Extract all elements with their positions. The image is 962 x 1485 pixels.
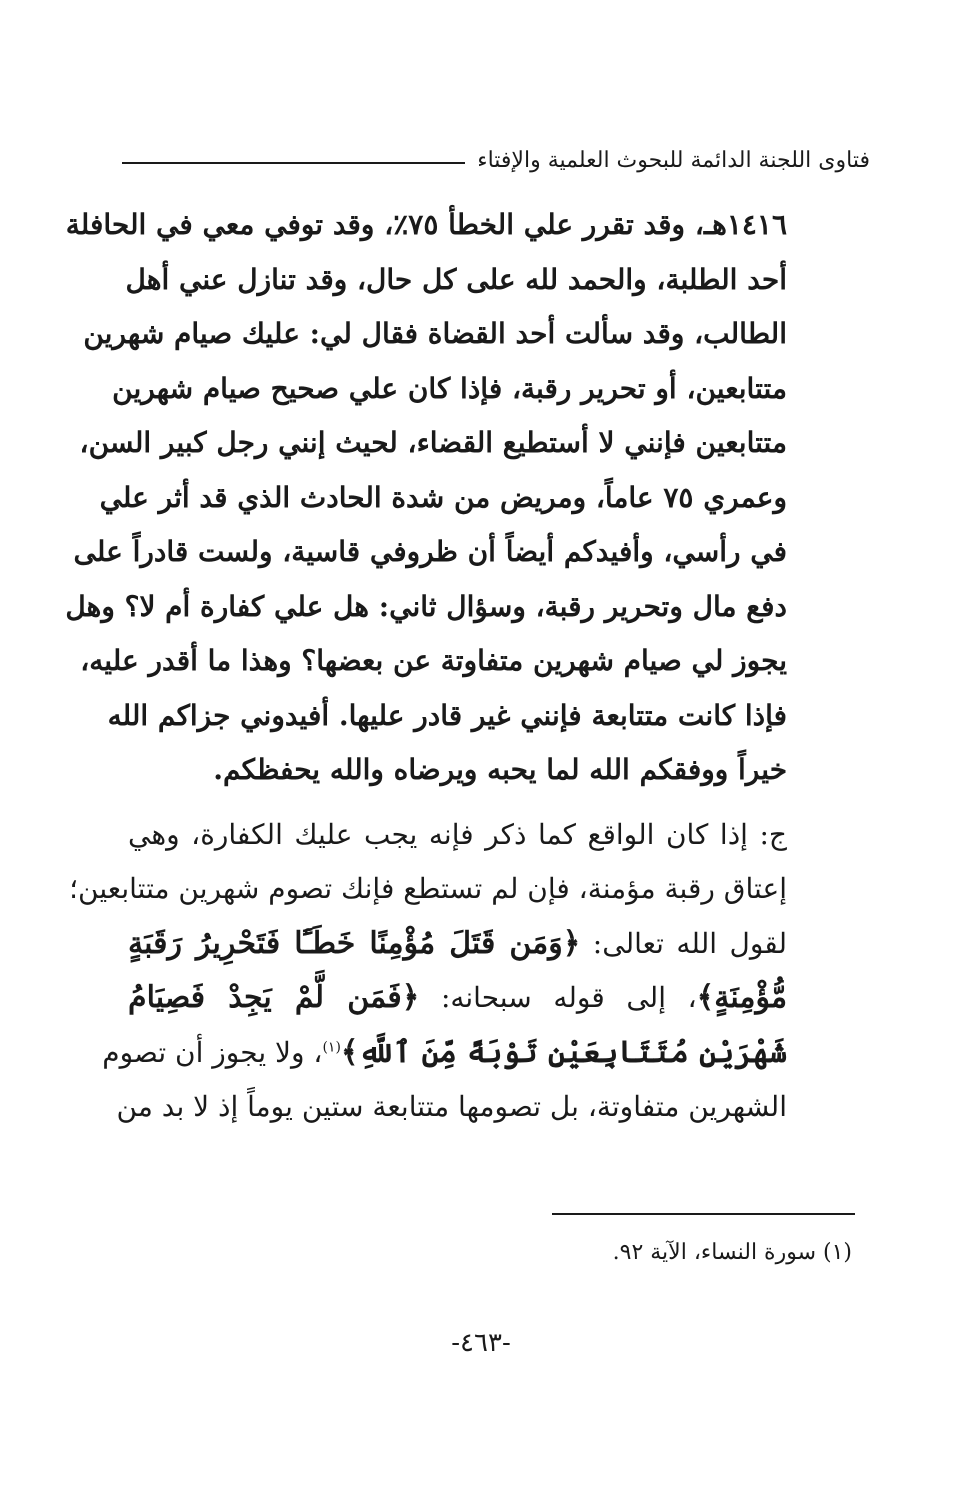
- running-header: [122, 140, 870, 180]
- question-line: دفع مال وتحرير رقبة، وسؤال ثاني: هل علي كفارة أم لا؟ وهل: [65, 589, 787, 623]
- page-number: -٤٦٣-: [451, 1328, 511, 1358]
- answer-line: إعتاق رقبة مؤمنة، فإن لم تستطع فإنك تصوم شهرين متتابعين؛: [69, 872, 787, 905]
- answer-block: [69, 808, 788, 1135]
- footnote-marker[interactable]: (١): [322, 1039, 341, 1056]
- footnote-rule: [552, 1213, 855, 1215]
- question-line: في رأسي، وأفيدكم أيضاً أن ظروفي قاسية، ولست قادراً على: [73, 535, 787, 568]
- quran-verse: مُّؤْمِنَةٍ﴾: [696, 980, 788, 1015]
- question-line: متتابعين، أو تحرير رقبة، فإذا كان علي صحيح صيام شهرين: [112, 371, 787, 405]
- question-line: خيراً ووفقكم الله لما يحبه ويرضاه والله يحفظكم.: [213, 753, 787, 786]
- question-line: متتابعين فإنني لا أستطيع القضاء، لحيث إنني رجل كبير السن،: [79, 426, 787, 459]
- quran-verse: ﴿فَمَن لَّمْ يَجِدْ فَصِيَامُ: [128, 980, 420, 1015]
- question-line: أحد الطلبة، والحمد لله على كل حال، وقد تنازل عني أهل: [125, 262, 787, 296]
- answer-line: الشهرين متفاوتة، بل تصومها متتابعة ستين يوماً إذ لا بد من: [116, 1090, 787, 1123]
- answer-text: ، ولا يجوز أن تصوم: [102, 1035, 323, 1069]
- question-block: [65, 198, 787, 798]
- answer-line: [102, 1026, 787, 1081]
- answer-text: لقول الله تعالى:: [580, 926, 787, 960]
- page-body: [65, 198, 788, 1135]
- answer-line: [128, 917, 787, 972]
- footnote: (١) سورة النساء، الآية ٩٢.: [612, 1240, 852, 1265]
- header-title: فتاوى اللجنة الدائمة للبحوث العلمية والإفتاء: [477, 147, 870, 173]
- answer-line: ج: إذا كان الواقع كما ذكر فإنه يجب عليك الكفارة، وهي: [128, 817, 787, 851]
- answer-line: [128, 971, 787, 1026]
- question-line: ١٤١٦هـ، وقد تقرر علي الخطأ ٧٥٪، وقد توفي معي في الحافلة: [65, 208, 787, 241]
- question-line: فإذا كانت متتابعة فإنني غير قادر عليها. أفيدوني جزاكم الله: [107, 698, 787, 732]
- answer-text: ، إلى قوله سبحانه:: [419, 981, 697, 1014]
- question-line: الطالب، وقد سألت أحد القضاة فقال لي: عليك صيام شهرين: [83, 317, 787, 350]
- header-rule: [122, 162, 465, 164]
- question-line: وعمري ٧٥ عاماً، ومريض من شدة الحادث الذي قد أثر علي: [99, 480, 787, 514]
- quran-verse: ﴿وَمَن قَتَلَ مُؤْمِنًا خَطَـًٔا فَتَحْرِيرُ رَقَبَةٍ: [128, 925, 581, 961]
- question-line: يجوز لي صيام شهرين متفاوتة عن بعضها؟ وهذا ما أقدر عليه،: [80, 644, 787, 677]
- quran-verse: شَهْرَيْنِ مُتَتَابِعَيْنِ تَوْبَةً مِّنَ ٱللَّهِ﴾: [340, 1034, 787, 1070]
